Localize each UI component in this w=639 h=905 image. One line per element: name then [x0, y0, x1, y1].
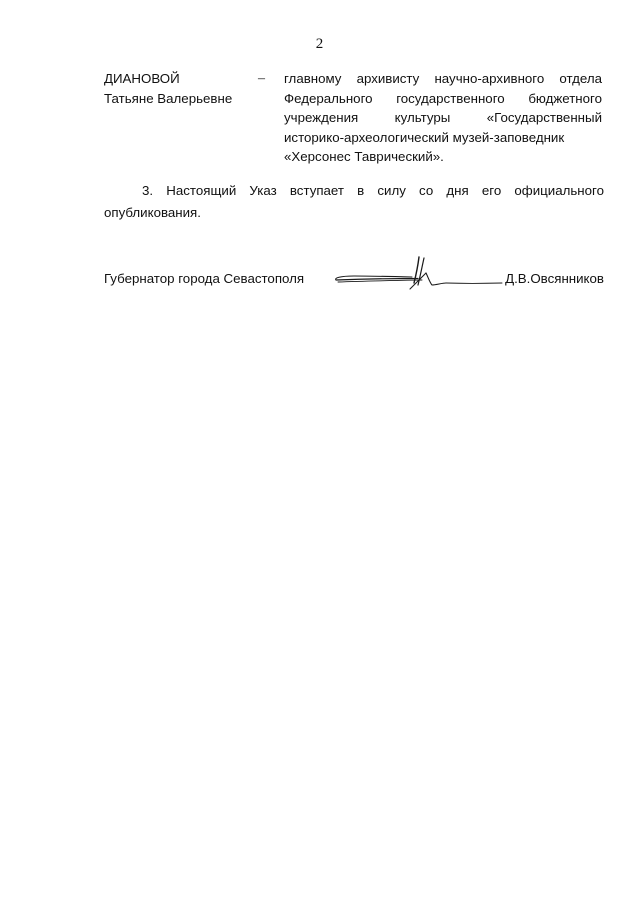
awardee-name [104, 69, 274, 108]
signer-name: Д.В.Овсянников [505, 271, 604, 286]
clause-line: опубликования. [104, 205, 201, 220]
position-line: «Херсонес Таврический». [284, 149, 444, 164]
decree-clause-3 [104, 180, 604, 224]
handwritten-signature [332, 255, 504, 293]
awardee-given-names: Татьяне Валерьевне [104, 90, 233, 106]
position-line: главному архивисту научно-архивного отдела [284, 71, 602, 86]
position-line: учреждения культуры «Государственный [284, 110, 602, 125]
position-line: историко-археологический музей-заповедник [284, 129, 565, 145]
clause-line: 3. Настоящий Указ вступает в силу со дня его официального [142, 183, 604, 198]
position-line: Федерального государственного бюджетного [284, 90, 602, 106]
signature-block [104, 255, 604, 295]
awardee-surname: ДИАНОВОЙ [104, 71, 180, 86]
page-number: 2 [315, 36, 324, 52]
awardee-position [284, 69, 602, 167]
award-entry [104, 69, 602, 164]
entry-dash: – [258, 71, 265, 86]
signer-title: Губернатор города Севастополя [104, 271, 305, 286]
